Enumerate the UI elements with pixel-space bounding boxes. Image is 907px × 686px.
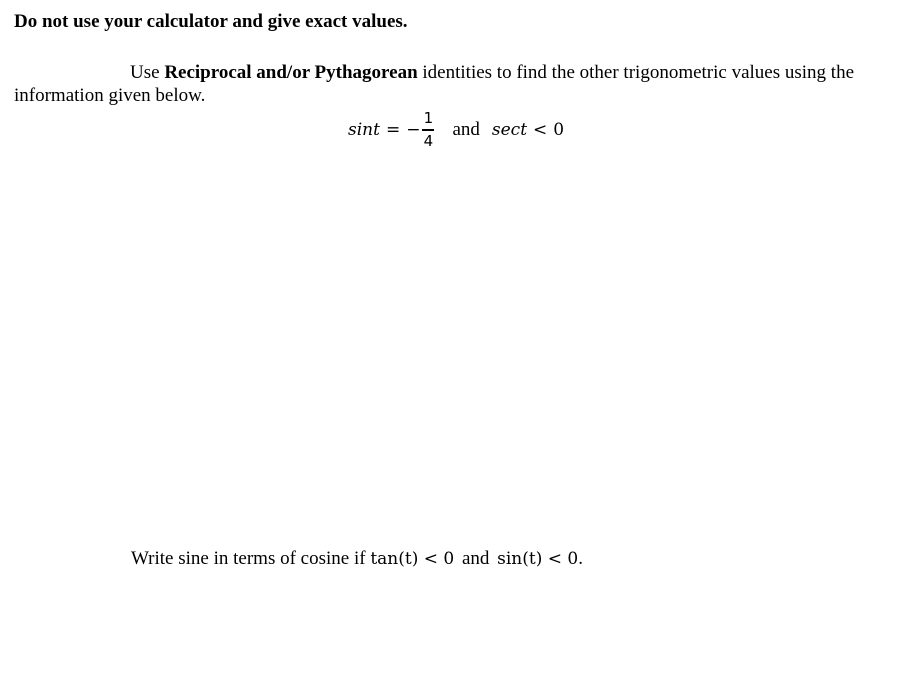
condition-value: 0 — [553, 120, 565, 140]
equals-sign: = — [385, 120, 401, 140]
instruction-bold-identities: Reciprocal and/or Pythagorean — [164, 62, 418, 83]
fraction-denominator: 4 — [423, 131, 434, 150]
fraction — [422, 111, 434, 149]
task-conjunction: and — [461, 548, 490, 569]
negative-sign: − — [406, 120, 421, 140]
task-text: Write sine in terms of cosine if — [131, 548, 366, 569]
secant-variable: sect — [491, 120, 528, 140]
sine-condition: sin(t) < 0 — [497, 549, 579, 569]
given-equation — [348, 104, 564, 156]
tangent-condition: tan(t) < 0 — [370, 549, 455, 569]
less-than-sign: < — [533, 120, 548, 140]
sine-variable: sint — [348, 120, 380, 140]
task-period: . — [578, 548, 583, 569]
instructions-heading: Do not use your calculator and give exact values. — [14, 11, 408, 32]
fraction-numerator: 1 — [423, 109, 434, 128]
instruction-paragraph — [14, 61, 899, 107]
instruction-suffix: identities to find the other trigonometric values using the information given below. — [14, 62, 855, 106]
instruction-prefix: Use — [130, 62, 165, 83]
task-statement — [131, 548, 583, 570]
given-conjunction: and — [452, 119, 480, 140]
fraction-bar — [422, 129, 434, 131]
